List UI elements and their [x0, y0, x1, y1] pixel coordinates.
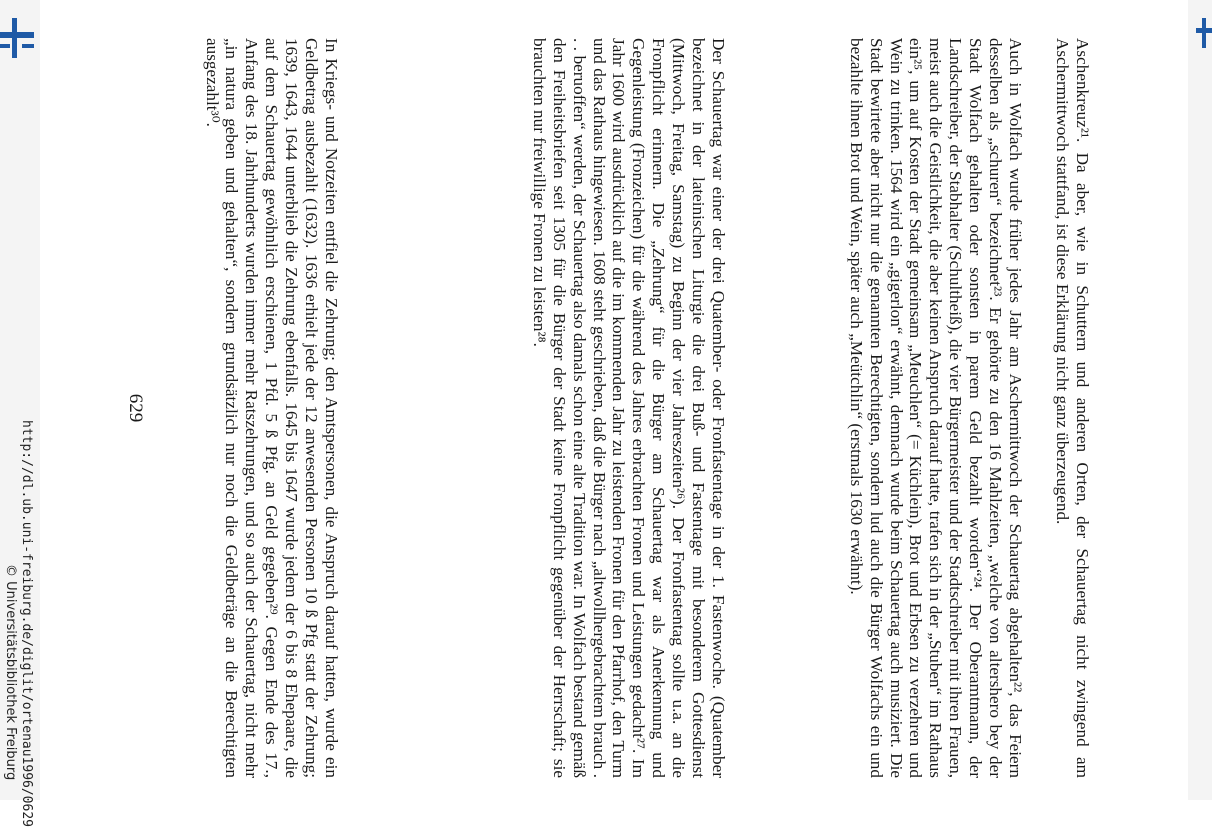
paragraph-2: Auch in Wolfach wurde früher jedes Jahr am Aschermittwoch der Schauertag abgehalten²², das Feiern desselben als „schuren“ bezeichnet²³. Er gehörte zu den 16 Mahlzeiten, „welche von altershero bey der Stadt Wolfach gehalten oder sonsten in parem Geld bezahlt worden“²⁴. Der Oberamtmann, der Landschreiber, der Stabhalter (Schultheiß), die vier Bürgermeister und der Stadtschreiber mit ihren Frauen, meist auch die Geistlichkeit, die aber keinen Anspruch darauf hatte, trafen sich in der „Stuben“ im Rathaus ein²⁵, um auf Kosten der Stadt gemeinsam „Meuchlen“ (= Küchlein), Brot und Erbsen zu verzehren und Wein zu trinken. 1564 wird ein „gigerlon“ erwähnt, demnach wurde beim Schauertag auch musiziert. Die Stadt bewirtete aber nicht nur die genannten Berechtigten, sondern lud auch die Bürger Wolfachs ein und bezahlte ihnen Brot und Wein, später auch „Meütchlin“ (erstmals 1630 erwähnt).	[846, 38, 1025, 778]
paragraph-4: In Kriegs- und Notzeiten entfiel die Zehrung; den Amtspersonen, die Anspruch darauf hatten, wurde ein Geldbetrag ausbezahlt (1632). 1636 erhielt jede der 12 anwesenden Personen 10 ß Pfg statt der Zehrung; 1639, 1643, 1644 unterblieb die Zehrung ebenfalls. 1645 bis 1647 wurde jedem der 6 bis 8 Ehepaare, die auf dem Schauertag gewöhnlich erschienen, 1 Pfd. 5 ß Pfg. an Geld gegeben²⁹. Gegen Ende des 17., Anfang des 18. Jahrhunderts wurden immer mehr Ratszehrungen, und so auch der Schauertag, nicht mehr „in natura geben und gehalten“, sondern grundsätzlich nur noch die Geldbeträge an die Berechtigten ausgezahlt³⁰.	[202, 38, 341, 778]
page-number: 629	[125, 393, 146, 423]
page-content	[32, 38, 1092, 778]
copyright-notice: © Universitätsbibliothek Freiburg	[3, 564, 18, 781]
paragraph-3: Der Schauertag war einer der drei Quatember- oder Fronfastentage in der 1. Fastenwoche. (Quatember bezeichnet in der lateinischen Liturgie die drei Buß- und Fastentage mit besonderem Gottesdienst (Mittwoch, Freitag, Samstag) zu Beginn der vier Jahreszeiten²⁶). Der Fronfastentag sollte u.a. an die Fronpflicht erinnern. Die „Zehrung“ für die Bürger am Schauertag war als Anerkennung und Gegenleistung (Fronzeichen) für die während des Jahres erbrachten Fronen und Leistungen gedacht²⁷. Im Jahr 1600 wird ausdrücklich auf die im kommenden Jahr zu leistenden Fronen für den Pfarrhof, den Turm und das Rathaus hingewiesen. 1608 steht geschrieben, daß die Bürger nach „altwollhergebrachtem brauch . . . beruoffen“ werden, der Schauertag also damals schon eine alte Tradition war. In Wolfach bestand gemäß den Freiheitsbriefen seit 1305 für die Bürger der Stadt keine Fronpflicht gegenüber der Herrschaft; sie brauchten nur freiwillige Fronen zu leisten²⁸.	[529, 38, 728, 778]
permalink-url[interactable]: http://dl.ub.uni-freiburg.de/diglit/ortenau1996/0629	[19, 420, 34, 827]
page-edge-mark-icon	[1196, 18, 1212, 48]
paragraph-1: Aschenkreuz²¹. Da aber, wie in Schuttern und anderen Orten, der Schauertag nicht zwingend am Aschermittwoch stattfand, ist diese Erklärung nicht ganz überzeugend.	[1053, 38, 1092, 778]
ub-freiburg-logo-icon	[0, 18, 34, 58]
